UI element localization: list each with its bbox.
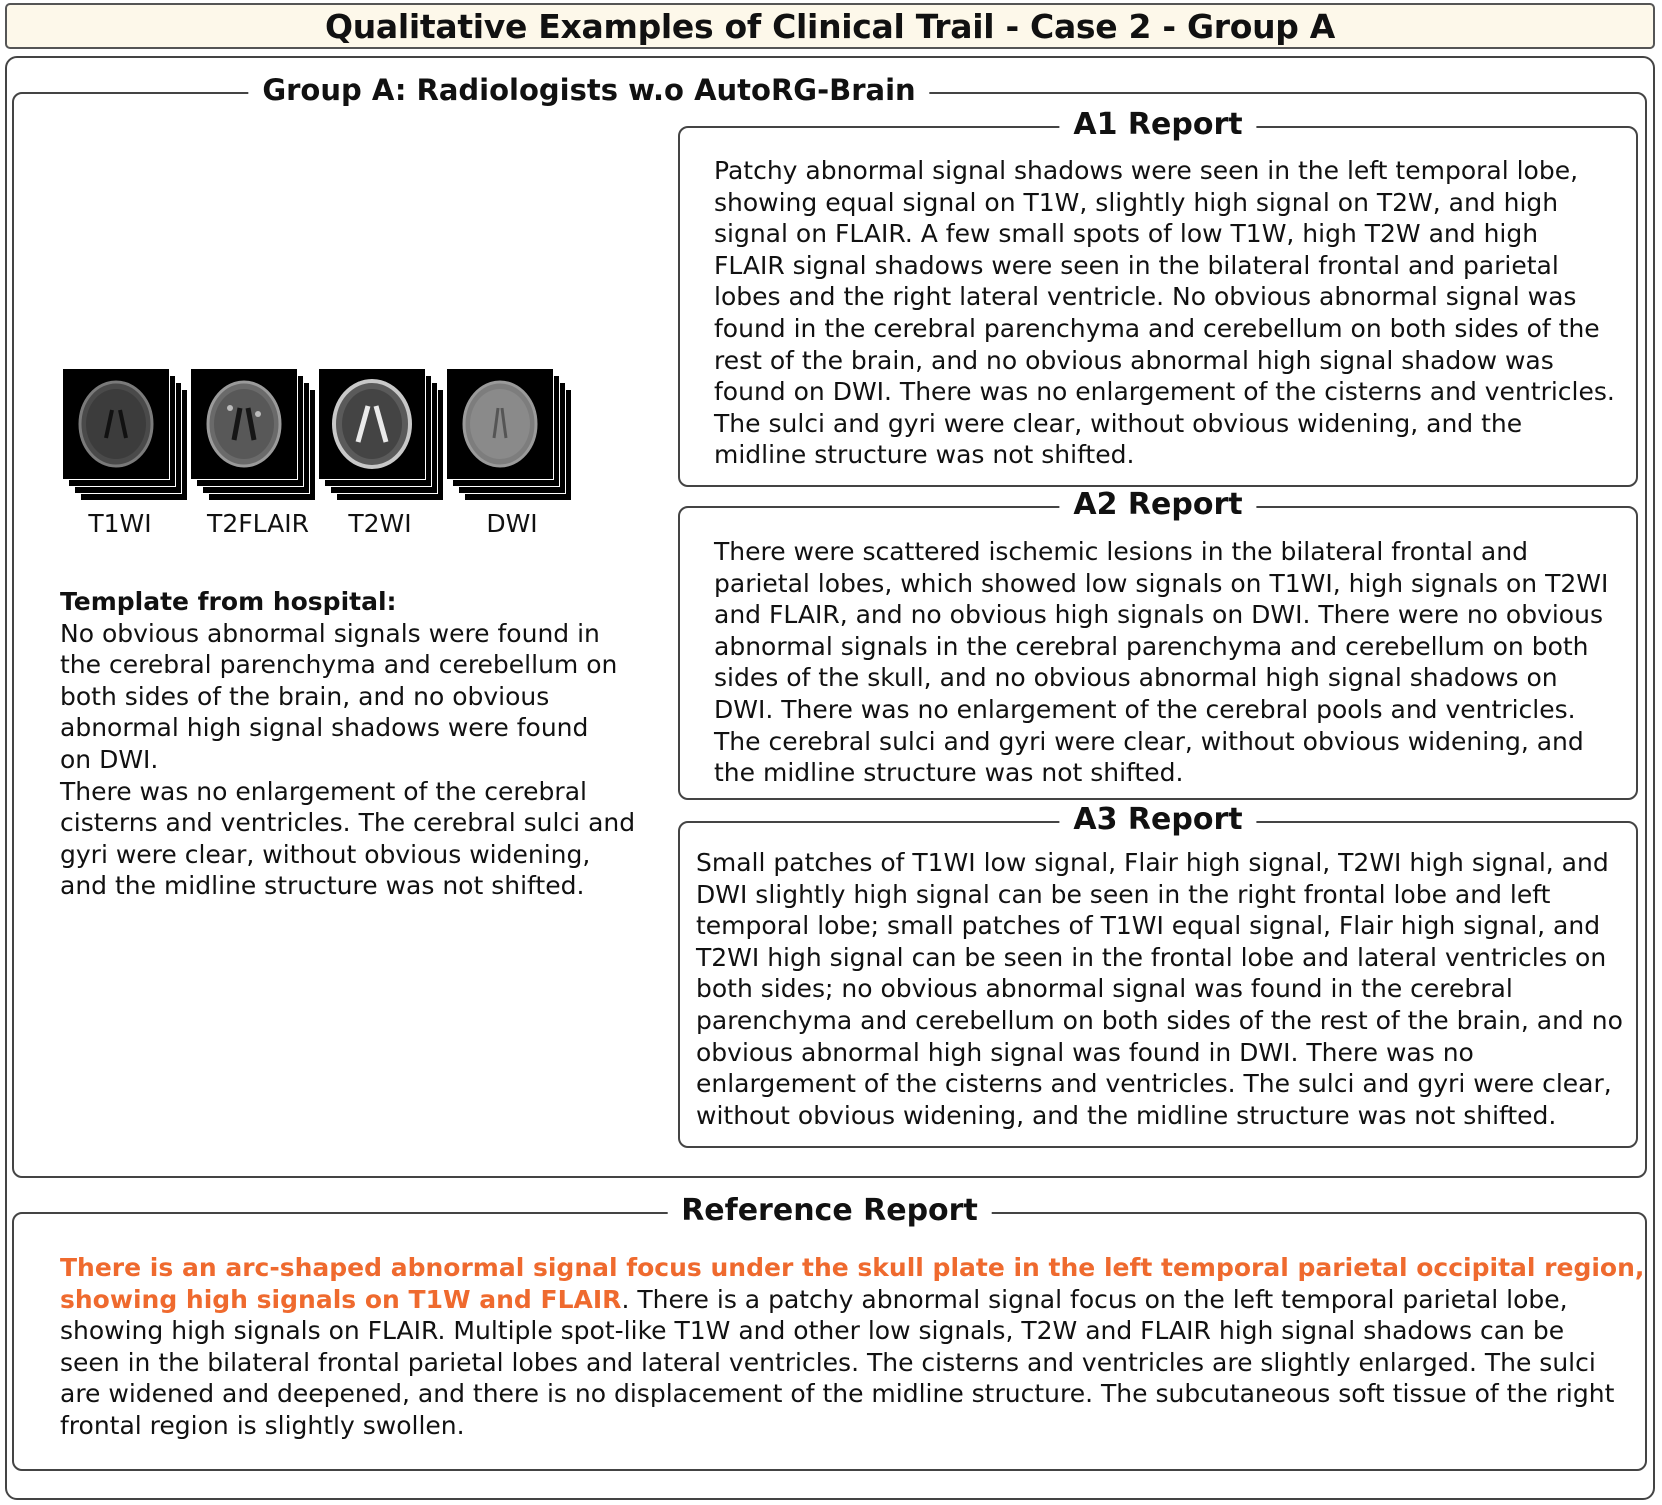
- scan-stack-dwi: [446, 368, 572, 500]
- reference-report-panel: [12, 1193, 1647, 1471]
- reference-highlight: showing high signals on T1W and FLAIR: [60, 1284, 622, 1314]
- template-line: cisterns and ventricles. The cerebral sulci and: [60, 808, 636, 838]
- scan-stack-t1wi: [62, 368, 188, 500]
- reference-highlight: There is an arc-shaped abnormal signal focus under the skull plate in the left temporal parietal occipital region,: [60, 1253, 1645, 1282]
- template-line: No obvious abnormal signals were found in: [60, 618, 600, 648]
- scan-stack-t2wi: [318, 368, 444, 500]
- group-a-legend: Group A: Radiologists w.o AutoRG-Brain: [248, 76, 929, 105]
- scan-stack-t2flair: [190, 368, 316, 500]
- a2-report-text: There were scattered ischemic lesions in the bilateral frontal and parietal lobes, which showed low signals on T1WI, high signals on T2WI and FLAIR, and no obvious high signals on DWI. There were no obvious abnormal signals in the cerebral parenchyma and cerebellum on both sides of the skull, and no obvious abnormal high signal shadows on DWI. There was no enlargement of the cerebral pools and ventricles. The cerebral sulci and gyri were clear, without obvious widening, and the midline structure was not shifted.: [714, 537, 1609, 788]
- template-line: the cerebral parenchyma and cerebellum on: [60, 650, 618, 680]
- scan-label-t1wi: T1WI: [88, 509, 152, 538]
- template-line: gyri were clear, without obvious widening,: [60, 839, 591, 869]
- a1-report-title: A1 Report: [1059, 110, 1256, 140]
- a1-report-text: Patchy abnormal signal shadows were seen in the left temporal lobe, showing equal signal on T1W, slightly high signal on T2W, and high signal on FLAIR. A few small spots of low T1W, high T2W and high FLAIR signal shadows were seen in the bilateral frontal and parietal lobes and the right lateral ventricle. No obvious abnormal signal was found in the cerebral parenchyma and cerebellum on both sides of the rest of the brain, and no obvious abnormal high signal shadow was found on DWI. There was no enlargement of the cisterns and ventricles. The sulci and gyri were clear, without obvious widening, and the midline structure was not shifted.: [714, 156, 1615, 470]
- figure-title: Qualitative Examples of Clinical Trail - Case 2 - Group A: [324, 6, 1336, 46]
- a2-report-panel: [678, 487, 1638, 800]
- scan-label-dwi: DWI: [486, 509, 538, 538]
- scan-label-t2flair: T2FLAIR: [207, 509, 309, 538]
- scan-label-t2wi: T2WI: [348, 509, 412, 538]
- template-line: and the midline structure was not shifted.: [60, 871, 585, 901]
- figure-title-bar: [5, 3, 1655, 49]
- template-line: both sides of the brain, and no obvious: [60, 681, 550, 711]
- t2flair-mri-scan-icon: [190, 368, 298, 480]
- template-line: on DWI.: [60, 744, 159, 774]
- reference-report-text: There is an arc-shaped abnormal signal focus under the skull plate in the left temporal parietal occipital region, showing high signals on T1W and FLAIR. There is a patchy abnormal signal focus on the left temporal parietal lobe, showing high signals on FLAIR. Multiple spot-like T1W and other low signals, T2W and FLAIR high signal shadows can be seen in the bilateral frontal parietal lobes and lateral ventricles. The cisterns and ventricles are slightly enlarged. The sulci are widened and deepened, and there is no displacement of the midline structure. The subcutaneous soft tissue of the right frontal region is slightly swollen.: [60, 1253, 1645, 1440]
- a3-report-panel: [678, 802, 1638, 1148]
- a2-report-title: A2 Report: [1059, 490, 1256, 520]
- t1wi-mri-scan-icon: [62, 368, 170, 480]
- dwi-mri-scan-icon: [446, 368, 554, 480]
- template-line: abnormal high signal shadows were found: [60, 713, 589, 743]
- a1-report-panel: [678, 107, 1638, 487]
- t2wi-mri-scan-icon: [318, 368, 426, 480]
- template-line: There was no enlargement of the cerebral: [60, 776, 587, 806]
- template-heading: Template from hospital:: [60, 587, 397, 616]
- a3-report-text: Small patches of T1WI low signal, Flair high signal, T2WI high signal, and DWI slightly high signal can be seen in the right frontal lobe and left temporal lobe; small patches of T1WI equal signal, Flair high signal, and T2WI high signal can be seen in the frontal lobe and lateral ventricles on both sides; no obvious abnormal signal was found in the cerebral parenchyma and cerebellum on both sides of the rest of the brain, and no obvious abnormal high signal was found in DWI. There was no enlargement of the cisterns and ventricles. The sulci and gyri were clear, without obvious widening, and the midline structure was not shifted.: [696, 848, 1623, 1130]
- reference-report-title: Reference Report: [667, 1196, 992, 1226]
- a3-report-title: A3 Report: [1059, 805, 1256, 835]
- hospital-template: [60, 586, 635, 902]
